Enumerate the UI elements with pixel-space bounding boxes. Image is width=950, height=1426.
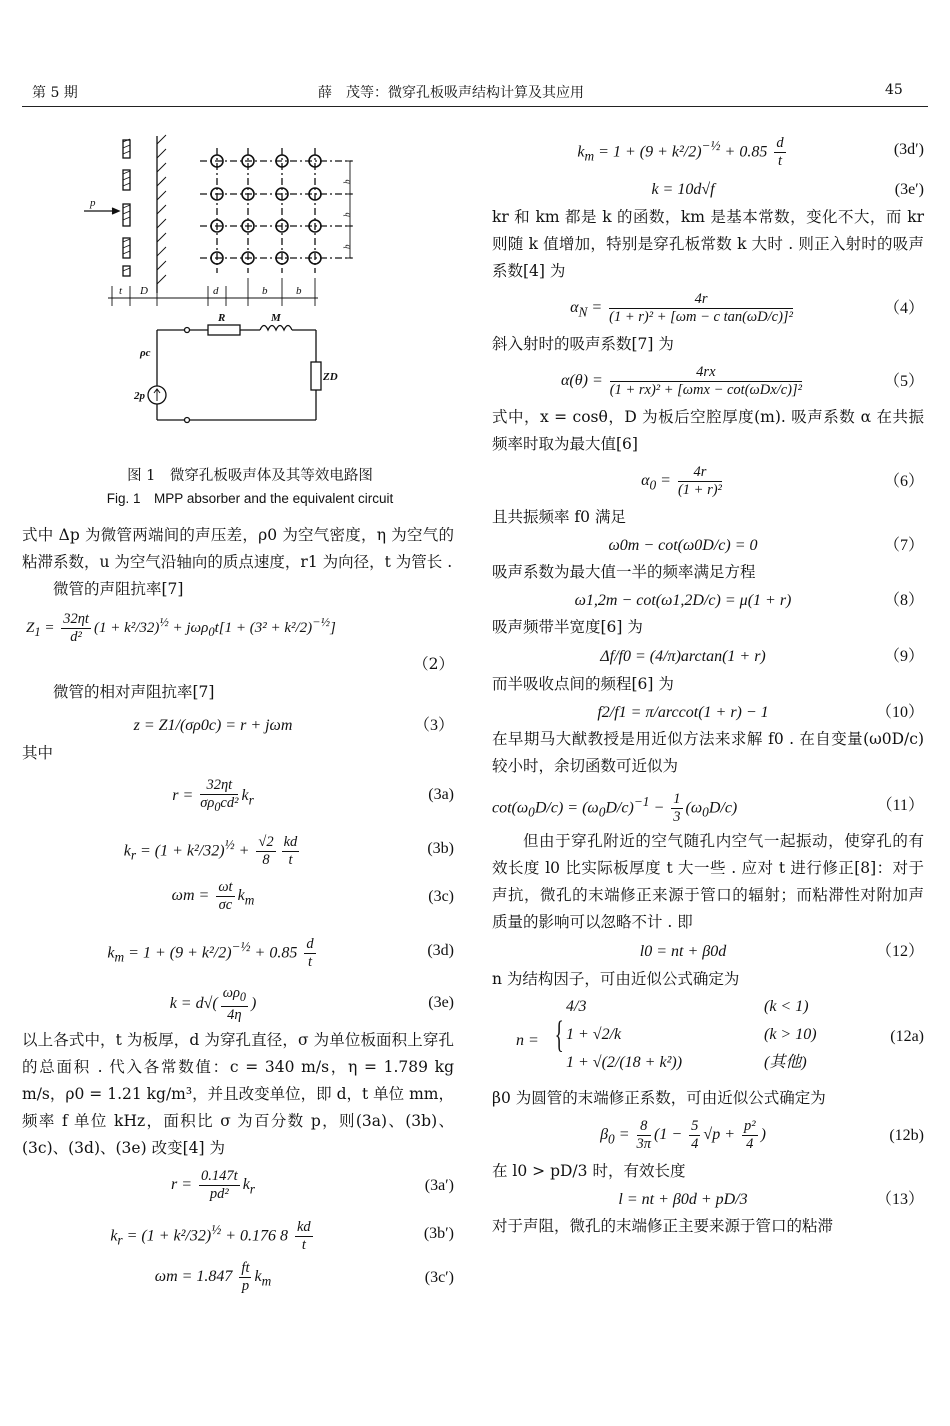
paragraph: 式中，x = cosθ，D 为板后空腔厚度(m). 吸声系数 α 在共振频率时取为最大值[6] [492,408,924,453]
svg-text:b: b [342,179,352,184]
impedance-ZD [311,362,321,390]
paragraph: 微管的相对声阻抗率[7] [53,683,215,701]
paragraph: 而半吸收点间的频程[6] 为 [492,675,674,693]
equation-3d: $k_m = 1 + (9 + k^2/2)^{-\frac{1}{2}} + 0.85$ $\frac{d}{t}$ (3d) [107,936,454,971]
equation-3e-prime: k = 10d√f (3e′) [651,181,924,198]
case-value: 4/3 [566,998,587,1015]
header-issue: 第 5 期 [32,85,78,101]
equation-2: $Z_1$ = $\frac{32\eta t}{\text{d²}}$ $(1 + k^2/32)^{\frac{1}{2}} + j\omega\rho_0t[1 + (3^2 + k^2/2)^{-\frac{1}{2}}]$ [26,611,336,646]
header-page-number: 45 [885,82,903,98]
label-source: 2p [134,390,145,402]
label-D: D [140,285,148,297]
paragraph: n 为结构因子，可由近似公式确定为 [492,970,740,988]
figure-caption-en: Fig. 1 MPP absorber and the equivalent circuit [106,491,394,506]
paragraph: 式中 Δp 为微管两端间的声压差，ρ0 为空气密度，η 为空气的粘滞系数，u 为空气沿轴向的质点速度，r1 为向径，t 为管长 . [22,526,454,571]
svg-text:b: b [342,244,352,249]
case-condition: (k > 10) [764,1026,817,1043]
paragraph: kr 和 km 都是 k 的函数，km 是基本常数，变化不大，而 kr 则随 k 值增加，特别是穿孔板常数 k 大时 . 则正入射时的吸声系数[4] 为 [492,208,924,280]
paragraph: 微管的声阻抗率[7] [53,580,184,598]
header-rule [22,106,928,107]
inductor-M [260,326,292,331]
mpp-figure [60,128,460,458]
figure-caption-cn: 图 1 微穿孔板吸声体及其等效电路图 [127,468,373,484]
paragraph: β0 为圆管的末端修正系数，可由近似公式确定为 [492,1089,826,1107]
paragraph: 在 l0 > pD/3 时，有效长度 [492,1162,686,1180]
label-ZD: ZD [323,371,338,383]
equation-3b: $k_r = (1 + k^2/32)^{\frac{1}{2}}$ + $\frac{√2}{8}$ $\frac{kd}{t}$ (3b) [123,834,454,869]
equation-3c-prime: ωm = 1.847 $\frac{ft}{p}$ $k_m$ (3c′) [154,1260,454,1294]
equation-3d-prime: $k_m = 1 + (9 + k^2/2)^{-\frac{1}{2}} + 0.85$ $\frac{d}{t}$ (3d′) [577,135,924,170]
equation-3b-prime: $k_r = (1 + k^2/32)^{\frac{1}{2}} + 0.176$ 8 $\frac{kd}{t}$ (3b′) [110,1219,454,1254]
equation-10: f2/f1 = π/arccot(1 + r) − 1 （10） [597,704,924,721]
case-condition: (其他) [764,1054,807,1071]
svg-text:b: b [342,212,352,217]
paragraph: 以上各式中，t 为板厚，d 为穿孔直径，σ 为单位板面积上穿孔的总面积 . 代入各常数值：c = 340 m/s，η = 1.789 kg m/s，ρ0 = 1.21 kg/m³，并且改变单位，即 d，t 单位 mm，频率 f 单位 kHz，面积比 σ 为百分数 p，则(3a)、(3b)、(3c)、(3d)、(3e) 改变[4] 为 [22,1031,454,1157]
equation-3c: ωm = $\frac{\omega t}{\sigma c}$ $k_m$ (3c) [171,879,454,913]
label-d: d [213,285,219,297]
left-column [22,522,454,1298]
case-condition: (k < 1) [764,998,809,1015]
right-column [492,124,924,1240]
header-title: 薛 茂等：微穿孔板吸声结构计算及其应用 [318,85,584,101]
paragraph: 但由于穿孔附近的空气随孔内空气一起振动，使穿孔的有效长度 l0 比实际板厚度 t 大一些 . 应对 t 进行修正[8]：对于声抗，微孔的末端修正来源于管口的辐射；而粘滞性对附加声质量的影响可以忽略不计 . 即 [492,832,924,931]
paragraph: 斜入射时的吸声系数[7] 为 [492,335,674,353]
equation-number: （2） [413,655,454,673]
paragraph: 其中 [22,744,54,762]
equation-12a: n = { 4/3 1 + √2/k 1 + √(2/(18 + k²)) (k < 1) (k > 10) (其他) (12a) [492,993,924,1085]
equation-3a: r = $\frac{32\eta t}{\sigma\rho_0cd^2}$ $k_r$ (3a) [172,777,454,814]
paragraph: 在早期马大猷教授是用近似方法来求解 f0 . 在自变量(ω0D/c)较小时，余切函数可近似为 [492,730,924,775]
equation-8: ω1,2m − cot(ω1,2D/c) = μ(1 + r) （8） [574,592,924,609]
equation-5: α(θ) = $\frac{4rx}{\text{(1 + rx)² + [ωmx − cot(ωDx/c)]²}}$ （5） [561,364,924,398]
paragraph: 吸声系数为最大值一半的频率满足方程 [492,563,756,581]
paragraph: 且共振频率 f0 满足 [492,508,626,526]
label-b2: b [296,285,302,297]
paragraph: 对于声阻，微孔的末端修正主要来源于管口的粘滞 [492,1217,834,1235]
equation-13: l = nt + β0d + pD/3 （13） [618,1191,924,1208]
equation-12: l0 = nt + β0d （12） [639,943,924,960]
label-M: M [271,312,281,324]
equation-6: $\alpha_0$ = $\frac{4r}{\text{(1 + r)²}}$ （6） [641,464,924,498]
resistor-R [208,325,240,335]
label-b1: b [262,285,268,297]
equation-11: $\cot(\omega_0D/c) = (\omega_0D/c)^{-1}$ − $\frac{1}{3}$ $(\omega_0D/c)$ （11） [492,791,924,826]
equation-3: z = Z1/(σρ0c) = r + jωm （3） [133,717,454,734]
equation-3e: k = d√( $\frac{\omega\rho_0}{4\eta}$ ) (3e) [169,985,454,1023]
case-value: 1 + √2/k [566,1026,622,1043]
equation-7: ω0m − cot(ω0D/c) = 0 （7） [608,537,924,554]
perforated-plate [123,139,130,276]
rigid-wall [157,135,166,293]
label-R: R [218,312,226,324]
equation-9: Δf/f0 = (4/π)arctan(1 + r) （9） [600,648,924,665]
equation-12b: $\beta_0$ = $\frac{8}{3\pi}$ (1 − $\frac{5}{4}$ √p + $\frac{\text{p²}}{4}$ ) (12b) [600,1118,924,1152]
label-p: p [90,197,96,209]
label-t: t [119,285,123,297]
paragraph: 吸声频带半宽度[6] 为 [492,618,643,636]
case-value: 1 + √(2/(18 + k²)) [566,1054,683,1071]
label-pc: ρc [140,347,151,359]
equation-4: $\alpha_N$ = $\frac{4r}{\text{(1 + r)² + [ωm − c tan(ωD/c)]²}}$ （4） [570,291,924,325]
equation-3a-prime: r = $\frac{0.147t}{\text{pd²}}$ $k_r$ (3a′) [171,1168,454,1202]
hole-grid [200,148,353,273]
equivalent-circuit [148,325,321,423]
